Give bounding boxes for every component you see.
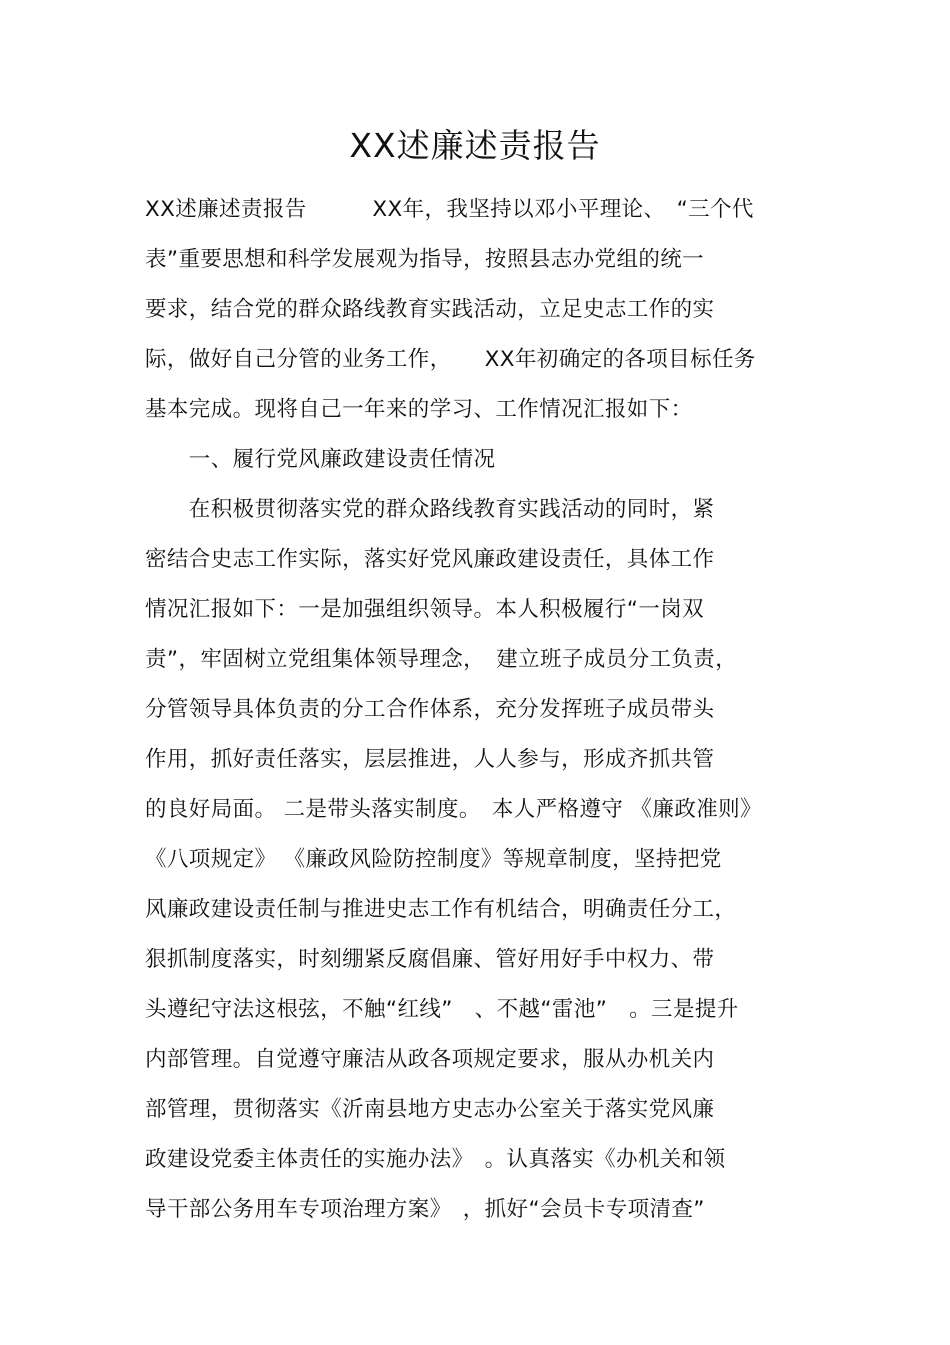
- body-line: 的良好局面。 二是带头落实制度。 本人严格遵守 《廉政准则》: [145, 797, 762, 822]
- document-body: [145, 190, 825, 1240]
- body-line: 情况汇报如下：一是加强组织领导。本人积极履行“一岗双: [145, 597, 705, 622]
- body-line: 政建设党委主体责任的实施办法》 。认真落实《办机关和领: [145, 1147, 726, 1172]
- body-line: 际，做好自己分管的业务工作， XX年初确定的各项目标任务: [145, 347, 756, 372]
- body-line: 密结合史志工作实际，落实好党风廉政建设责任，具体工作: [145, 547, 715, 572]
- body-line: 分管领导具体负责的分工合作体系，充分发挥班子成员带头: [145, 697, 715, 722]
- body-line: 作用，抓好责任落实，层层推进，人人参与，形成齐抓共管: [145, 747, 715, 772]
- body-line: 要求，结合党的群众路线教育实践活动，立足史志工作的实: [145, 297, 715, 322]
- body-line: 内部管理。自觉遵守廉洁从政各项规定要求，服从办机关内: [145, 1047, 715, 1072]
- body-line: 表”重要思想和科学发展观为指导，按照县志办党组的统一: [145, 247, 705, 272]
- body-line: 狠抓制度落实，时刻绷紧反腐倡廉、管好用好手中权力、带: [145, 947, 715, 972]
- body-line: 部管理，贯彻落实《沂南县地方史志办公室关于落实党风廉: [145, 1097, 715, 1122]
- section-heading: 一、履行党风廉政建设责任情况: [145, 447, 496, 472]
- document-title: XX述廉述责报告: [349, 126, 601, 165]
- body-line: XX述廉述责报告 XX年，我坚持以邓小平理论、 “三个代: [145, 197, 754, 222]
- body-line: 《八项规定》 《廉政风险防控制度》等规章制度，坚持把党: [145, 847, 722, 872]
- body-line: 在积极贯彻落实党的群众路线教育实践活动的同时，紧: [145, 497, 715, 522]
- body-line: 导干部公务用车专项治理方案》 ，抓好“会员卡专项清查”: [145, 1197, 705, 1222]
- body-line: 责”，牢固树立党组集体领导理念， 建立班子成员分工负责，: [145, 647, 738, 672]
- body-line: 头遵纪守法这根弦，不触“红线” 、不越“雷池” 。三是提升: [145, 997, 739, 1022]
- body-line: 基本完成。现将自己一年来的学习、工作情况汇报如下：: [145, 397, 693, 422]
- body-line: 风廉政建设责任制与推进史志工作有机结合，明确责任分工，: [145, 897, 737, 922]
